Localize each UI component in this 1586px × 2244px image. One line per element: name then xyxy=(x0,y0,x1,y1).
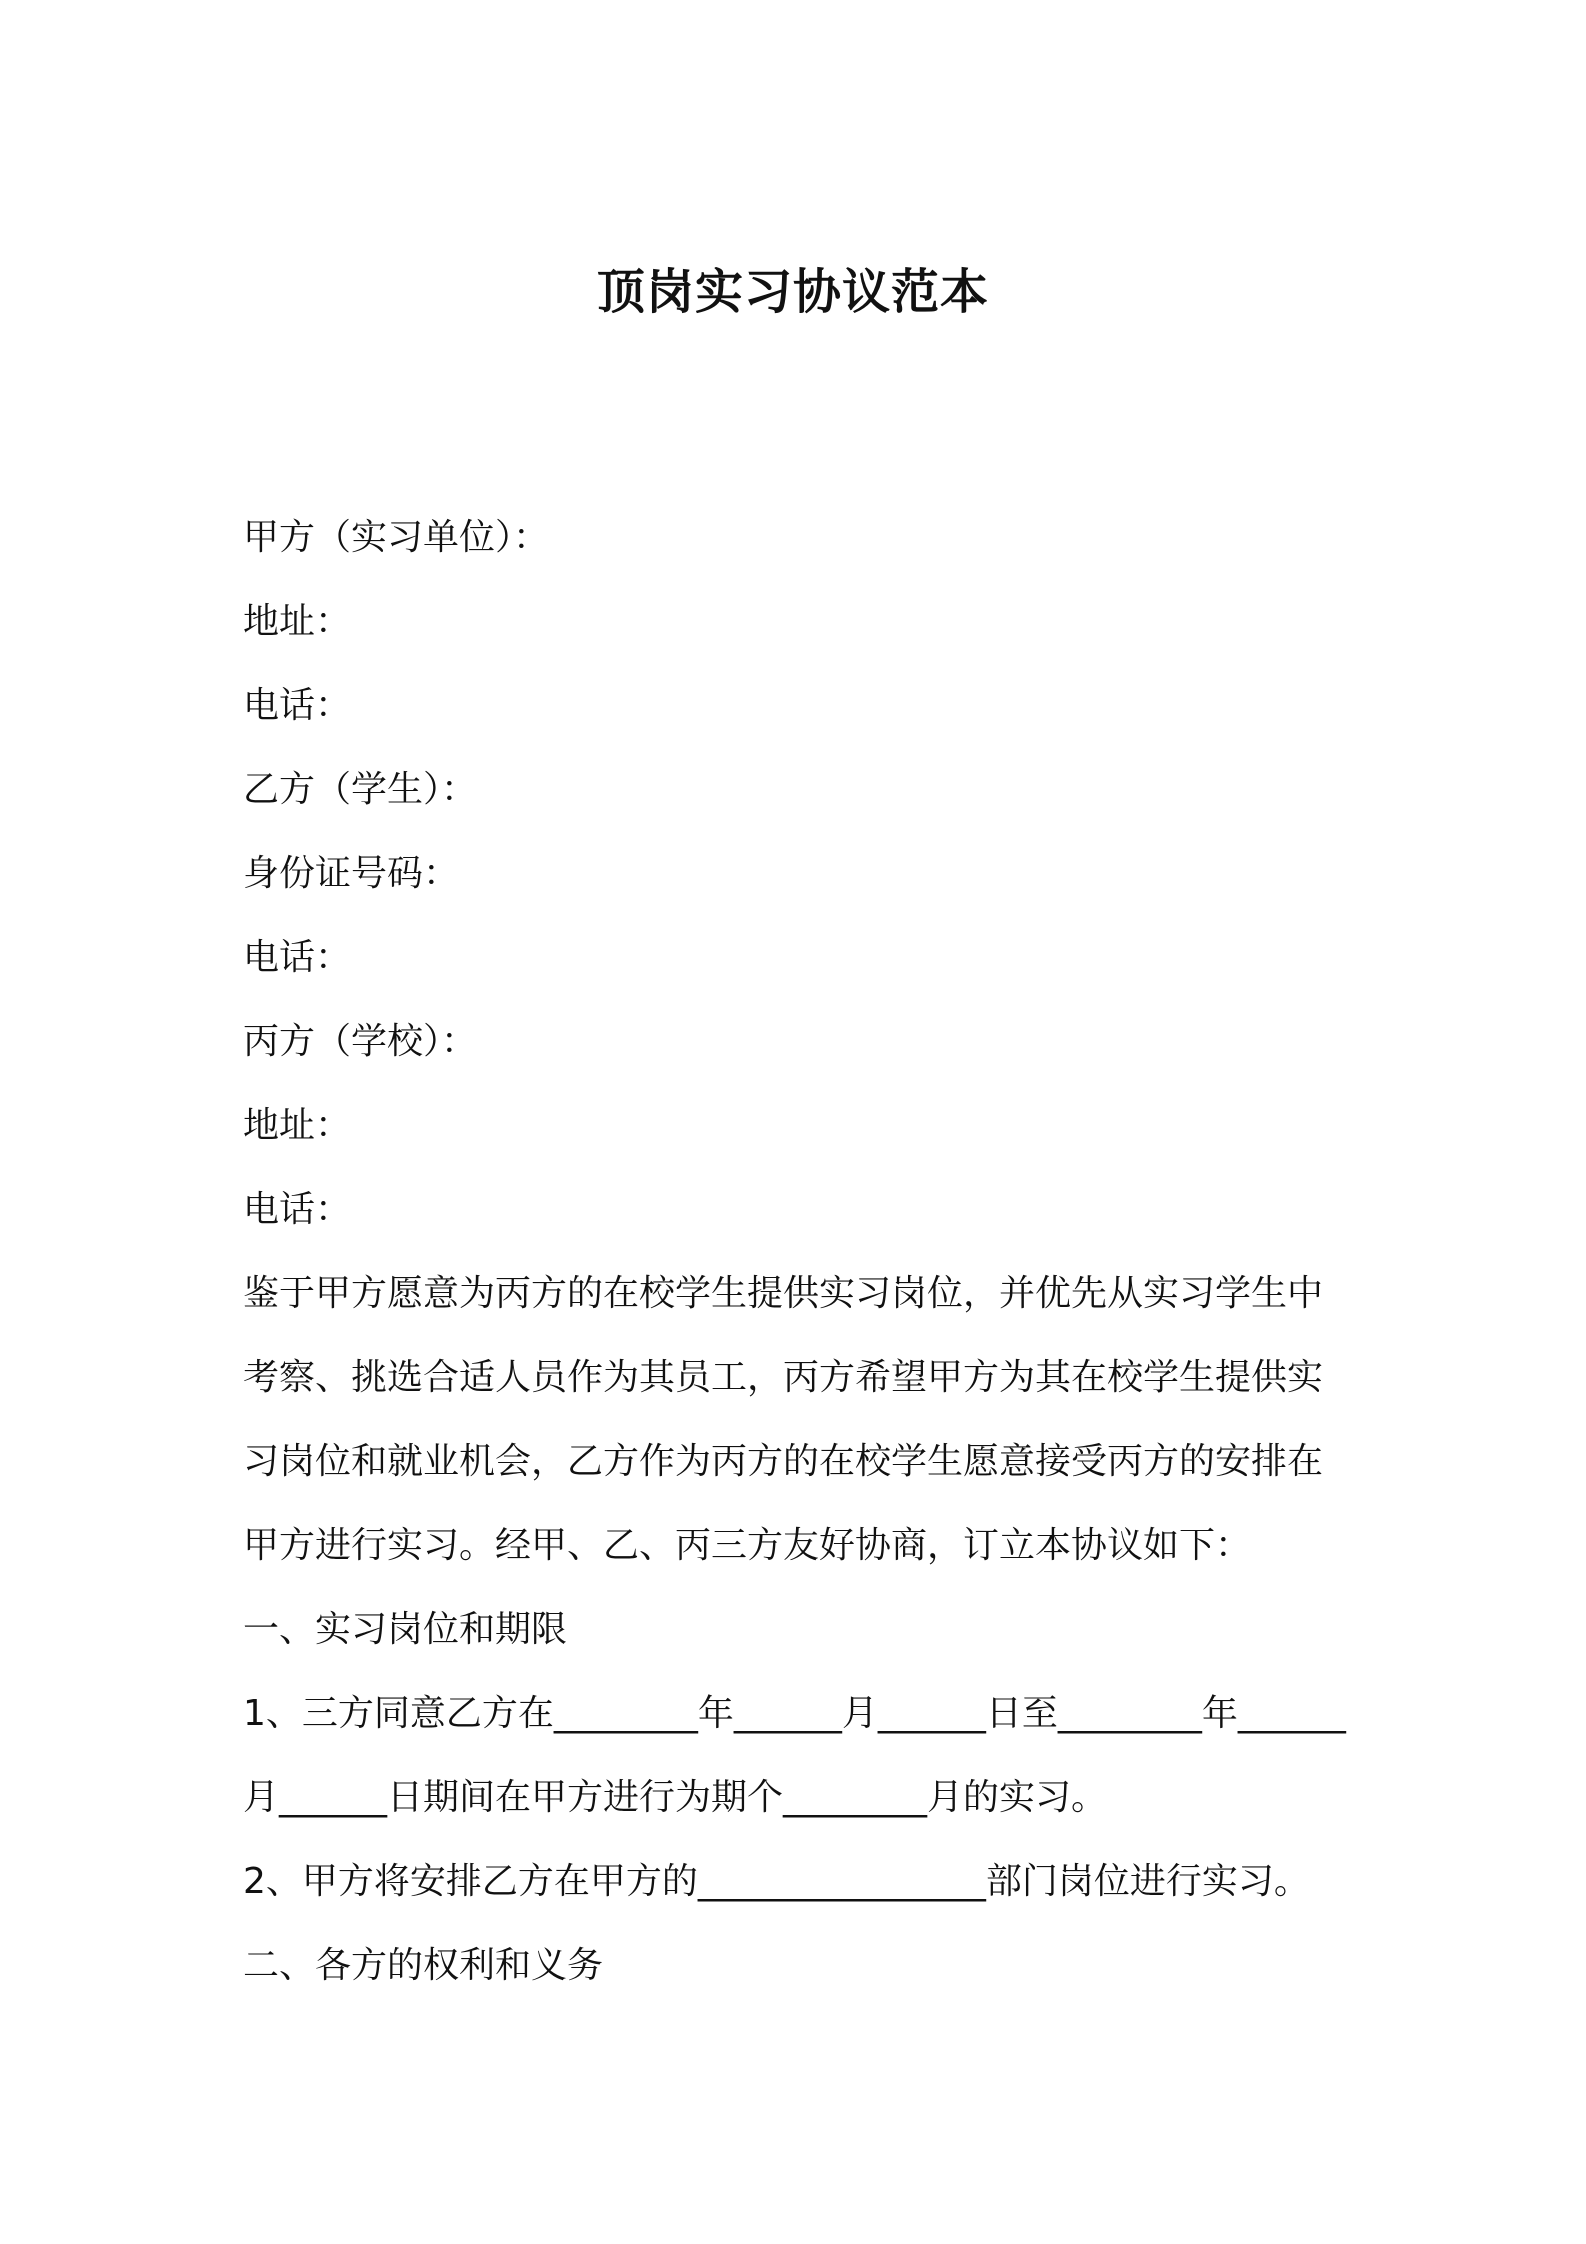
clause-2: 2、甲方将安排乙方在甲方的________________部门岗位进行实习。 xyxy=(243,1861,1310,1902)
document-body xyxy=(243,496,1363,2008)
document-title: 顶岗实习协议范本 xyxy=(596,264,989,320)
clause-1-line-1: 1、三方同意乙方在________年______月______日至________年______ xyxy=(243,1693,1346,1734)
section-heading-1: 一、实习岗位和期限 xyxy=(243,1609,568,1650)
party-a-label: 甲方（实习单位）： xyxy=(243,517,550,558)
clause-1-line-2: 月______日期间在甲方进行为期个________月的实习。 xyxy=(243,1777,1108,1818)
party-c-address-label: 地址： xyxy=(243,1105,352,1146)
party-a-phone-label: 电话： xyxy=(243,685,352,726)
section-heading-2: 二、各方的权利和义务 xyxy=(243,1945,604,1986)
party-b-phone-label: 电话： xyxy=(243,937,352,978)
party-a-address-label: 地址： xyxy=(243,601,352,642)
preamble-line-2: 考察、挑选合适人员作为其员工，丙方希望甲方为其在校学生提供实 xyxy=(243,1357,1324,1398)
party-c-label: 丙方（学校）： xyxy=(243,1021,478,1062)
preamble-line-4: 甲方进行实习。经甲、乙、丙三方友好协商，订立本协议如下： xyxy=(243,1525,1252,1566)
preamble-line-1: 鉴于甲方愿意为丙方的在校学生提供实习岗位，并优先从实习学生中 xyxy=(243,1273,1324,1314)
party-b-id-label: 身份证号码： xyxy=(243,853,460,894)
preamble-line-3: 习岗位和就业机会，乙方作为丙方的在校学生愿意接受丙方的安排在 xyxy=(243,1441,1324,1482)
party-b-label: 乙方（学生）： xyxy=(243,769,478,810)
party-c-phone-label: 电话： xyxy=(243,1189,352,1230)
